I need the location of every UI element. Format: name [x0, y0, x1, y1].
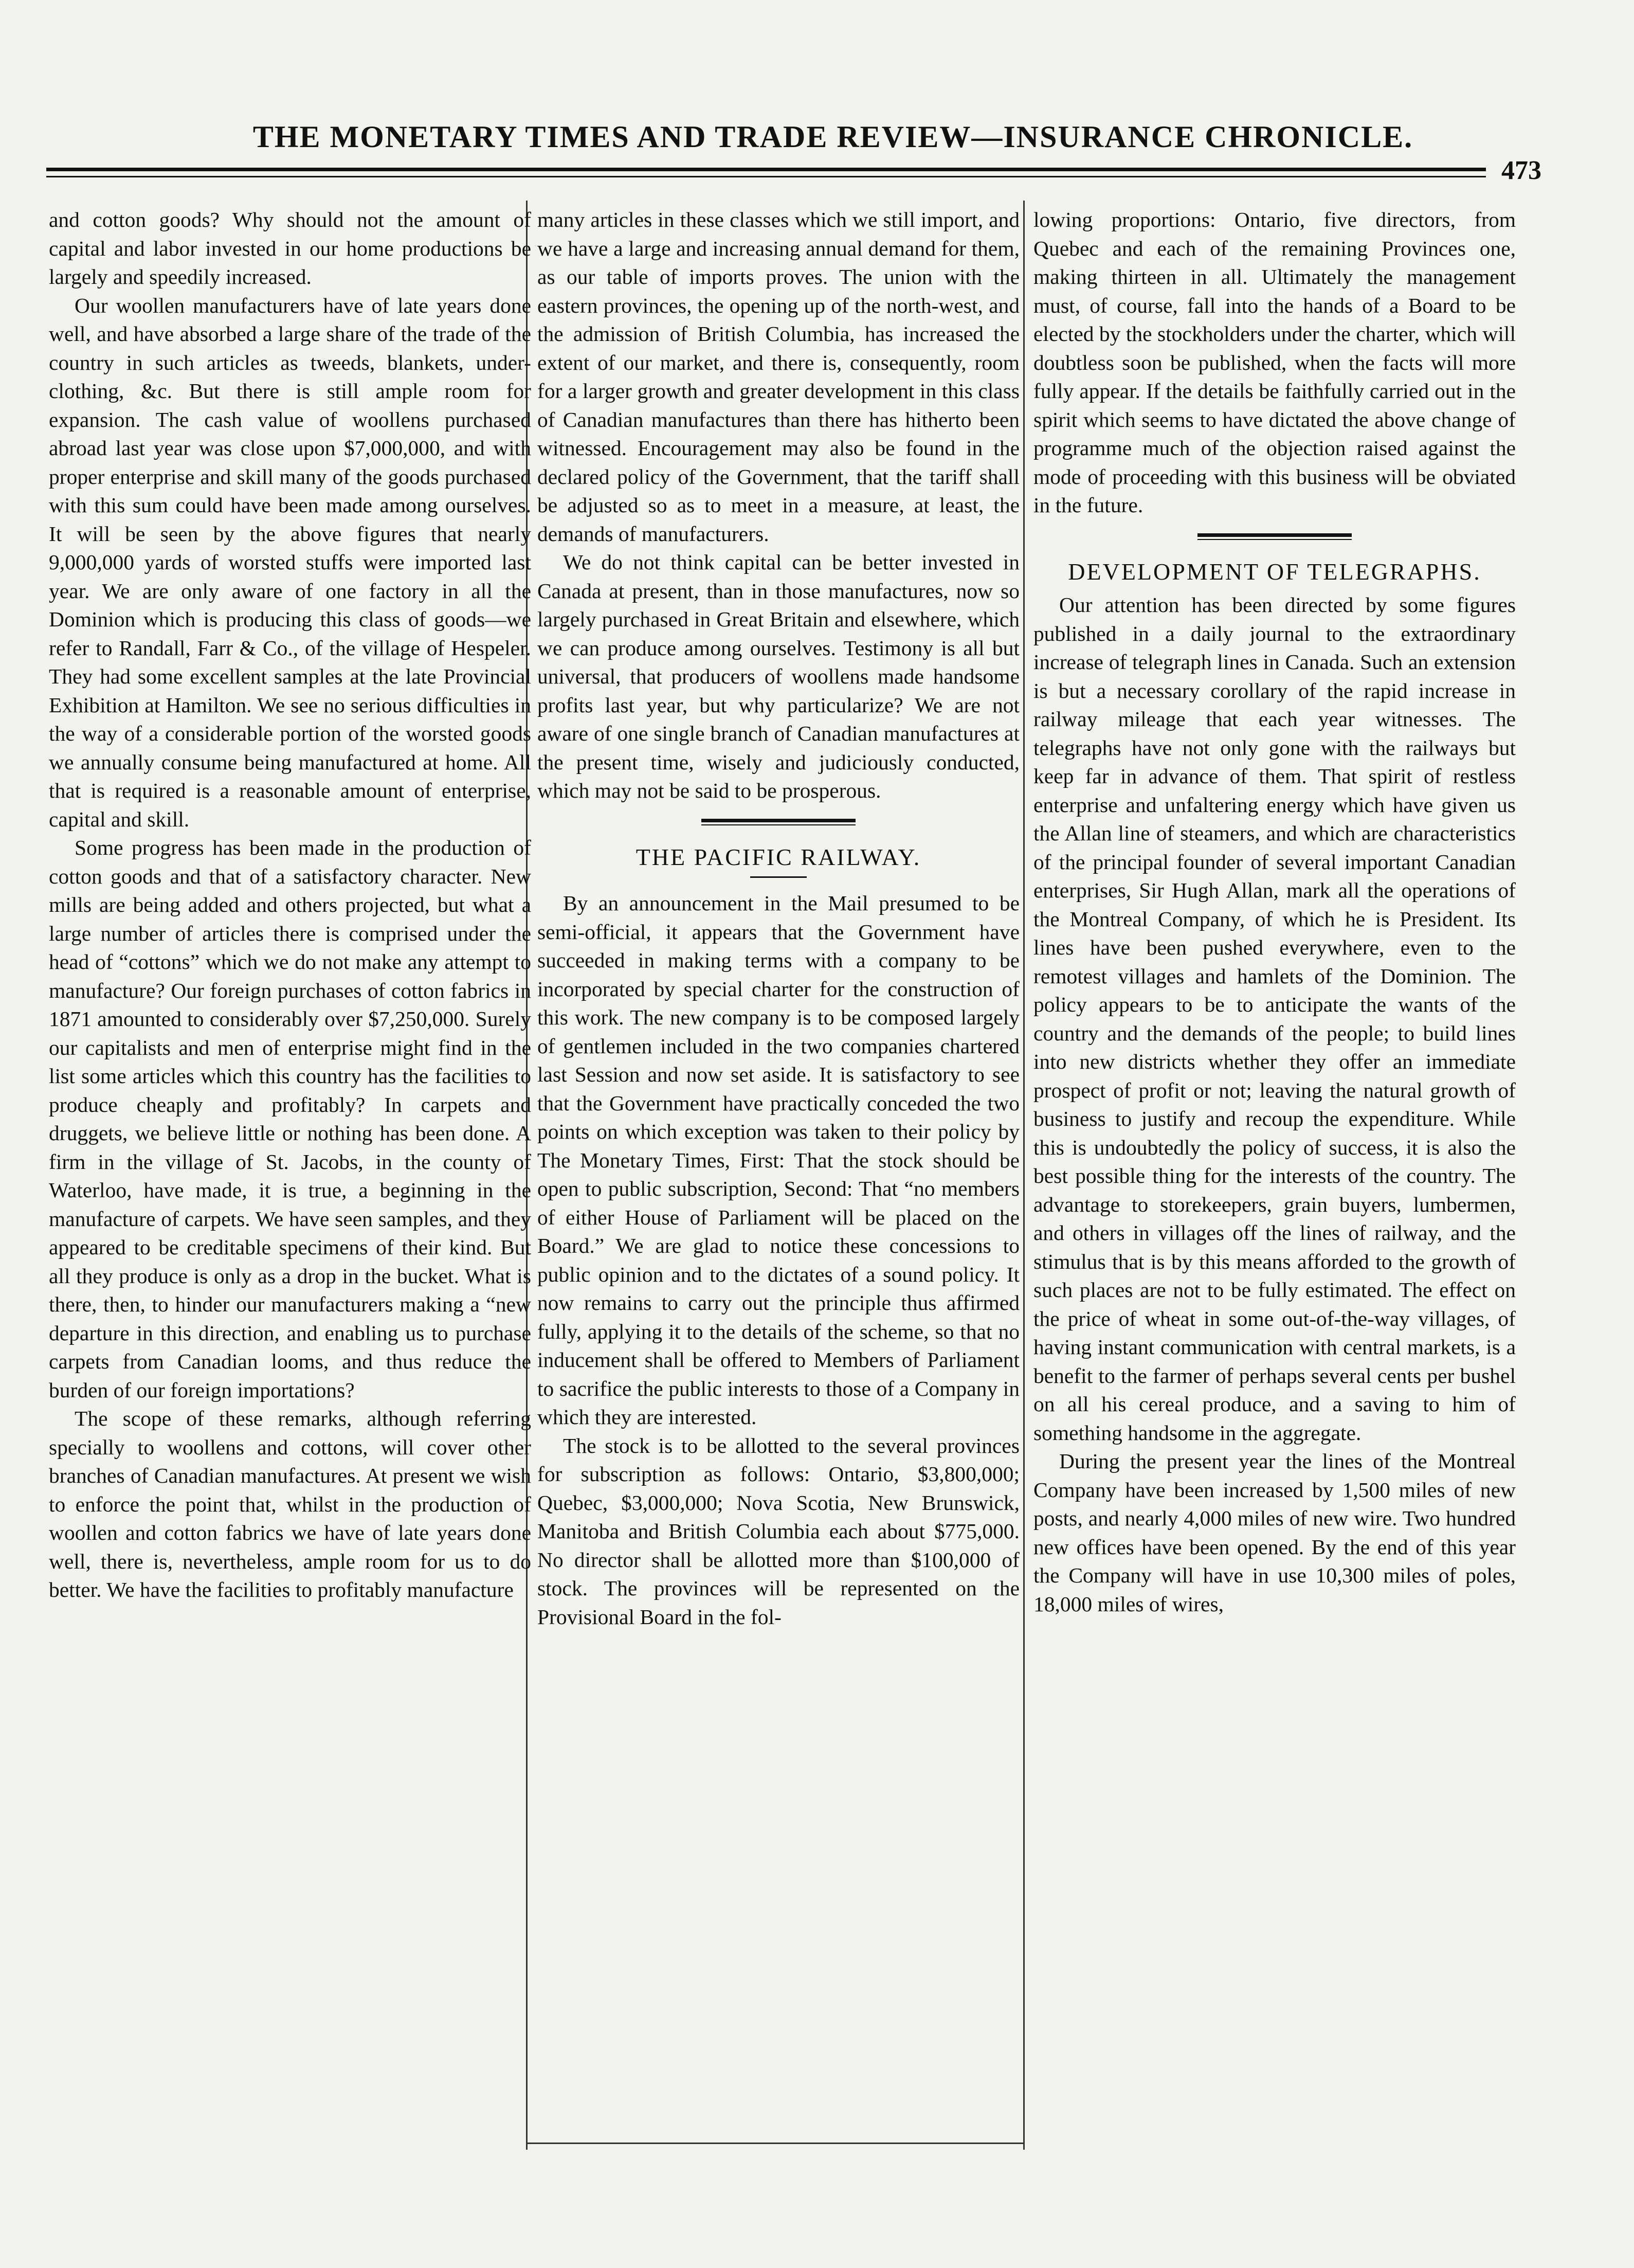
header-rule-thick: [46, 168, 1486, 171]
paragraph: By an announcement in the Mail presumed to be semi-official, it appears that the Government have succeeded in making terms with a company to be incorporated by special charter for the construction of this work. The new company is to be composed largely of gentlemen included in the two companies chartered last Session and now set aside. It is satisfactory to see that the Government have practically conceded the two points on which exception was taken to their policy by The Monetary Times, First: That the stock should be open to public subscription, Second: That “no members of either House of Parliament will be placed on the Board.” We are glad to notice these concessions to public opinion and to the dictates of a sound policy. It now remains to carry out the principle thus affirmed fully, applying it to the details of the scheme, so that no inducement shall be offered to Members of Parliament to sacrifice the public interests to those of a Company in which they are interested.: [537, 891, 1020, 1429]
paragraph: Our woollen manufacturers have of late years done well, and have absorbed a large share of the trade of the country in such articles as tweeds, blankets, under-clothing, &c. But there is still ample room for expansion. The cash value of woollens purchased abroad last year was close upon $7,000,000, and with proper enterprise and skill many of the goods purchased with this sum could have been made among ourselves. It will be seen by the above figures that nearly 9,000,000 yards of worsted stuffs were imported last year. We are only aware of one factory in all the Dominion which is producing this class of goods—we refer to Randall, Farr & Co., of the village of Hespeler. They had some excellent samples at the late Provincial Exhibition at Hamilton. We see no serious difficulties in the way of a considerable portion of the worsted goods we annually consume being manufactured at home. All that is required is a reasonable amount of enterprise, capital and skill.: [49, 293, 531, 831]
page-number: 473: [1501, 156, 1541, 185]
header-rule-thin: [46, 176, 1486, 177]
column-middle: [537, 206, 1020, 2160]
column-left: [49, 206, 531, 2160]
section-divider: [701, 819, 856, 825]
paragraph: Our attention has been directed by some figures published in a daily journal to the extraordinary increase of telegraph lines in Canada. Such an extension is but a necessary corollary of the rapid increase in railway mileage that each year witnesses. The telegraphs have not only gone with the railways but keep far in advance of them. That spirit of restless enterprise and unfaltering energy which have given us the Allan line of steamers, and which are characteristics of the principal founder of several important Canadian enterprises, Sir Hugh Allan, mark all the operations of the Montreal Company, of which he is President. Its lines have been pushed everywhere, even to the remotest villages and hamlets of the Dominion. The policy appears to be to anticipate the wants of the country and the demands of the people; to build lines into new districts whether they offer an immediate prospect of profit or not; leaving the natural growth of business to justify and recoup the expenditure. While this is undoubtedly the policy of success, it is also the best possible thing for the interests of the country. The advantage to storekeepers, grain buyers, lumbermen, and others in villages off the lines of railway, and the stimulus that is by this means afforded to the growth of such places are not to be fully estimated. The effect on the price of wheat in some out-of-the-way villages, of having instant communication with central markets, is a benefit to the farmer of perhaps several cents per bushel on all his cereal produce, and a saving to him of something handsome in the aggregate.: [1033, 593, 1516, 1445]
section-heading-telegraphs: DEVELOPMENT OF TELEGRAPHS.: [1068, 558, 1481, 585]
heading-underline: [750, 876, 807, 878]
paragraph: Some progress has been made in the production of cotton goods and that of a satisfactory character. New mills are being added and others projected, but what a large number of articles there is comprised under the head of “cottons” which we do not make any attempt to manufacture? Our foreign purchases of cotton fabrics in 1871 amounted to considerably over $7,250,000. Surely our capitalists and men of enterprise might find in the list some articles which this country has the facilities to produce cheaply and profitably? In carpets and druggets, we believe little or nothing has been done. A firm in the village of St. Jacobs, in the county of Waterloo, have made, it is true, a beginning in the manufacture of carpets. We have seen samples, and they appeared to be creditable specimens of their kind. But all they produce is only as a drop in the bucket. What is there, then, to hinder our manufacturers making a “new departure in this direction, and enabling us to purchase carpets from Canadian looms, and thus reduce the burden of our foreign importations?: [49, 836, 531, 1402]
column-right: [1033, 206, 1516, 2160]
paragraph: The stock is to be allotted to the several provinces for subscription as follows: Ontario, $3,800,000; Quebec, $3,000,000; Nova Scotia, New Brunswick, Manitoba and British Columbia each about $775,000. No director shall be allotted more than $100,000 of stock. The provinces will be represented on the Provisional Board in the fol-: [537, 1433, 1020, 1629]
section-divider: [1197, 533, 1352, 540]
running-head: THE MONETARY TIMES AND TRADE REVIEW—INSURANCE CHRONICLE.: [252, 120, 1413, 154]
bottom-rule: [526, 2143, 1025, 2144]
paragraph: We do not think capital can be better invested in Canada at present, than in those manufactures, now so largely purchased in Great Britain and elsewhere, which we can produce among ourselves. Testimony is all but universal, that producers of woollens made handsome profits last year, but why particularize? We are not aware of one single branch of Canadian manufactures at the present time, wisely and judiciously conducted, which may not be said to be prosperous.: [537, 550, 1020, 802]
paragraph: During the present year the lines of the Montreal Company have been increased by 1,500 miles of new posts, and nearly 4,000 miles of new wire. Two hundred new offices have been opened. By the end of this year the Company will have in use 10,300 miles of poles, 18,000 miles of wires,: [1033, 1449, 1516, 1616]
paragraph: lowing proportions: Ontario, five directors, from Quebec and each of the remaining Provinces one, making thirteen in all. Ultimately the management must, of course, fall into the hands of a Board to be elected by the stockholders under the charter, which will doubtless soon be published, when the facts will more fully appear. If the details be faithfully carried out in the spirit which seems to have dictated the above change of programme much of the objection raised against the mode of proceeding with this business will be obviated in the future.: [1033, 208, 1516, 517]
paragraph: and cotton goods? Why should not the amount of capital and labor invested in our home productions be largely and speedily increased.: [49, 208, 531, 289]
paragraph: The scope of these remarks, although referring specially to woollens and cottons, will cover other branches of Canadian manufactures. At present we wish to enforce the point that, whilst in the production of woollen and cotton fabrics we have of late years done well, there is, nevertheless, ample room for us to do better. We have the facilities to profitably manufacture: [49, 1407, 531, 1601]
paragraph: many articles in these classes which we still import, and we have a large and increasing annual demand for them, as our table of imports proves. The union with the eastern provinces, the opening up of the north-west, and the admission of British Columbia, has increased the extent of our market, and there is, consequently, room for a larger growth and greater development in this class of Canadian manufactures than there has hitherto been witnessed. Encouragement may also be found in the declared policy of the Government, that the tariff shall be adjusted so as to meet in a measure, at least, the demands of manufacturers.: [537, 208, 1020, 546]
column-divider-right: [1023, 201, 1025, 2150]
section-heading-pacific-railway: THE PACIFIC RAILWAY.: [636, 843, 921, 870]
